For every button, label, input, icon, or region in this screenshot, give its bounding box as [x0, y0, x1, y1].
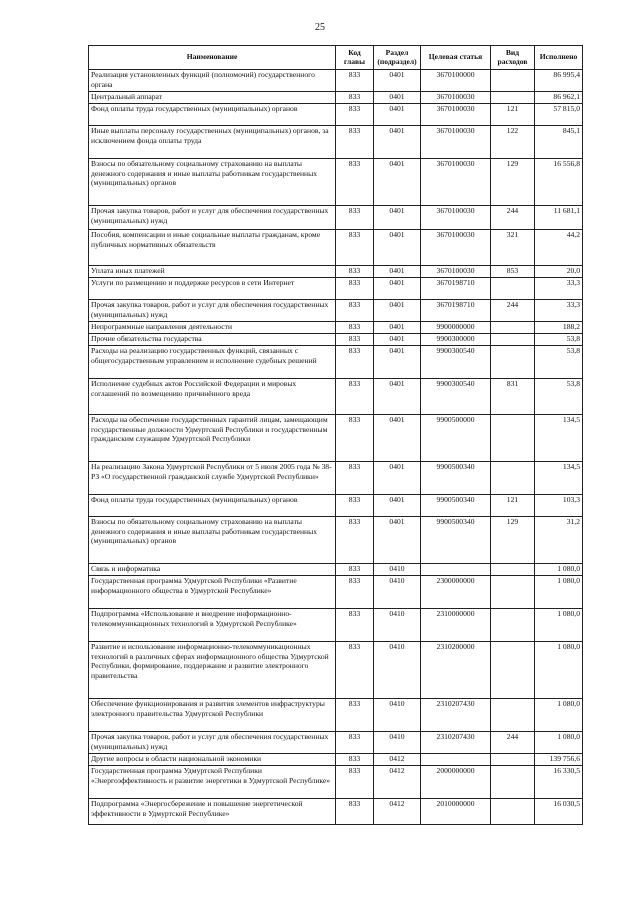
- row-target: 9900500340: [421, 495, 491, 517]
- table-row: [89, 334, 583, 346]
- row-target: 9900300540: [421, 379, 491, 415]
- row-name: На реализацию Закона Удмуртской Республики от 5 июля 2005 года № 38-РЗ «О государственной гражданской службе Удмуртской Республики»: [89, 462, 336, 495]
- table-row: [89, 230, 583, 266]
- row-code: 833: [336, 230, 374, 266]
- table-row: [89, 495, 583, 517]
- row-code: 833: [336, 609, 374, 642]
- row-kind: 831: [491, 379, 535, 415]
- row-kind: [491, 609, 535, 642]
- table-row: [89, 799, 583, 825]
- row-section: 0401: [374, 300, 421, 322]
- row-section: 0401: [374, 462, 421, 495]
- row-target: 9900300000: [421, 334, 491, 346]
- table-row: [89, 699, 583, 732]
- row-target: [421, 754, 491, 766]
- row-name: Расходы на обеспечение государственных гарантий лицам, замещающим государственные должности Удмуртской Республики и государственным гражданским служащим Удмуртской Республики: [89, 415, 336, 462]
- row-kind: [491, 766, 535, 799]
- table-row: [89, 278, 583, 300]
- row-executed: 86 995,4: [535, 70, 583, 92]
- row-kind: 244: [491, 206, 535, 230]
- row-name: Центральный аппарат: [89, 92, 336, 104]
- row-code: 833: [336, 564, 374, 576]
- row-executed: 16 030,5: [535, 799, 583, 825]
- row-section: 0401: [374, 230, 421, 266]
- row-section: 0401: [374, 70, 421, 92]
- row-code: 833: [336, 754, 374, 766]
- table-row: [89, 462, 583, 495]
- row-kind: [491, 799, 535, 825]
- row-section: 0401: [374, 322, 421, 334]
- table-row: [89, 300, 583, 322]
- row-executed: 1 080,0: [535, 564, 583, 576]
- row-executed: 86 962,1: [535, 92, 583, 104]
- row-name: Непрограммные направления деятельности: [89, 322, 336, 334]
- row-name: Развитие и использование информационно-телекоммуникационных технологий в различных сферах информационного общества Удмуртской Республики, формирование, поддержание и развитие электронного правительства: [89, 642, 336, 699]
- row-executed: 134,5: [535, 462, 583, 495]
- table-row: [89, 415, 583, 462]
- table-row: [89, 104, 583, 126]
- row-target: [421, 564, 491, 576]
- row-executed: 134,5: [535, 415, 583, 462]
- table-row: [89, 732, 583, 754]
- row-code: 833: [336, 766, 374, 799]
- row-code: 833: [336, 334, 374, 346]
- table-row: [89, 576, 583, 609]
- row-executed: 1 080,0: [535, 576, 583, 609]
- row-section: 0410: [374, 642, 421, 699]
- row-name: Исполнение судебных актов Российской Федерации и мировых соглашений по возмещению причинённого вреда: [89, 379, 336, 415]
- row-code: 833: [336, 322, 374, 334]
- row-executed: 53,8: [535, 379, 583, 415]
- row-kind: [491, 415, 535, 462]
- row-code: 833: [336, 699, 374, 732]
- row-kind: [491, 754, 535, 766]
- row-kind: [491, 334, 535, 346]
- row-target: 2310207430: [421, 699, 491, 732]
- row-section: 0401: [374, 415, 421, 462]
- row-code: 833: [336, 104, 374, 126]
- row-section: 0410: [374, 564, 421, 576]
- page-number: 25: [315, 22, 325, 33]
- row-section: 0410: [374, 699, 421, 732]
- table-row: [89, 159, 583, 206]
- header-kind: Вид расходов: [491, 46, 535, 70]
- row-kind: 129: [491, 159, 535, 206]
- row-kind: [491, 278, 535, 300]
- row-executed: 1 080,0: [535, 609, 583, 642]
- row-target: 2000000000: [421, 766, 491, 799]
- row-code: 833: [336, 266, 374, 278]
- row-section: 0410: [374, 609, 421, 642]
- row-target: 9900500340: [421, 517, 491, 564]
- table-row: [89, 346, 583, 379]
- row-section: 0401: [374, 517, 421, 564]
- row-executed: 103,3: [535, 495, 583, 517]
- table-header: [89, 46, 583, 70]
- row-name: Другие вопросы в области национальной экономики: [89, 754, 336, 766]
- row-executed: 20,0: [535, 266, 583, 278]
- row-target: 3670100030: [421, 92, 491, 104]
- row-executed: 845,1: [535, 126, 583, 159]
- header-target: Целевая статья: [421, 46, 491, 70]
- row-executed: 33,3: [535, 300, 583, 322]
- row-code: 833: [336, 517, 374, 564]
- budget-table: [88, 45, 583, 825]
- row-executed: 1 080,0: [535, 699, 583, 732]
- row-target: 3670198710: [421, 278, 491, 300]
- row-target: 2310207430: [421, 732, 491, 754]
- row-target: 3670100030: [421, 206, 491, 230]
- row-name: Расходы на реализацию государственных функций, связанных с общегосударственным управлением и исполнение судебных решений: [89, 346, 336, 379]
- row-section: 0401: [374, 379, 421, 415]
- row-section: 0401: [374, 346, 421, 379]
- row-target: 2300000000: [421, 576, 491, 609]
- row-name: Уплата иных платежей: [89, 266, 336, 278]
- row-kind: 121: [491, 104, 535, 126]
- row-code: 833: [336, 278, 374, 300]
- row-code: 833: [336, 576, 374, 609]
- row-section: 0412: [374, 766, 421, 799]
- row-kind: 121: [491, 495, 535, 517]
- row-executed: 188,2: [535, 322, 583, 334]
- row-name: Государственная программа Удмуртской Республики «Энергоэффективность и развитие энергетики в Удмуртской Республике»: [89, 766, 336, 799]
- table-row: [89, 206, 583, 230]
- row-code: 833: [336, 159, 374, 206]
- row-kind: 321: [491, 230, 535, 266]
- row-code: 833: [336, 206, 374, 230]
- row-code: 833: [336, 346, 374, 379]
- row-name: Реализация установленных функций (полномочий) государственного органа: [89, 70, 336, 92]
- row-target: 3670100030: [421, 104, 491, 126]
- row-kind: [491, 92, 535, 104]
- row-kind: [491, 699, 535, 732]
- row-name: Услуги по размещению и поддержке ресурсов в сети Интернет: [89, 278, 336, 300]
- row-target: 3670198710: [421, 300, 491, 322]
- row-executed: 16 556,8: [535, 159, 583, 206]
- row-name: Взносы по обязательному социальному страхованию на выплаты денежного содержания и иные выплаты работникам государственных (муниципальных) органов: [89, 517, 336, 564]
- row-name: Прочая закупка товаров, работ и услуг для обеспечения государственных (муниципальных) нужд: [89, 300, 336, 322]
- row-name: Фонд оплаты труда государственных (муниципальных) органов: [89, 495, 336, 517]
- row-section: 0401: [374, 159, 421, 206]
- row-kind: 244: [491, 300, 535, 322]
- header-executed: Исполнено: [535, 46, 583, 70]
- row-executed: 33,3: [535, 278, 583, 300]
- row-name: Иные выплаты персоналу государственных (муниципальных) органов, за исключением фонда оплаты труда: [89, 126, 336, 159]
- row-name: Фонд оплаты труда государственных (муниципальных) органов: [89, 104, 336, 126]
- row-executed: 31,2: [535, 517, 583, 564]
- row-name: Подпрограмма «Использование и внедрение информационно-телекоммуникационных технологий в Удмуртской Республике»: [89, 609, 336, 642]
- row-code: 833: [336, 799, 374, 825]
- row-code: 833: [336, 126, 374, 159]
- row-code: 833: [336, 415, 374, 462]
- row-name: Обеспечение функционирования и развития элементов инфраструктуры электронного правительства Удмуртской Республики: [89, 699, 336, 732]
- header-code: Код главы: [336, 46, 374, 70]
- row-name: Государственная программа Удмуртской Республики «Развитие информационного общества в Удмуртской Республике»: [89, 576, 336, 609]
- row-section: 0401: [374, 278, 421, 300]
- row-section: 0412: [374, 754, 421, 766]
- row-code: 833: [336, 495, 374, 517]
- table-row: [89, 70, 583, 92]
- table-row: [89, 517, 583, 564]
- row-name: Прочие обязательства государства: [89, 334, 336, 346]
- row-executed: 139 756,6: [535, 754, 583, 766]
- row-name: Связь и информатика: [89, 564, 336, 576]
- row-target: 3670100030: [421, 126, 491, 159]
- row-target: 3670100000: [421, 70, 491, 92]
- row-executed: 53,8: [535, 346, 583, 379]
- row-name: Прочая закупка товаров, работ и услуг для обеспечения государственных (муниципальных) нужд: [89, 732, 336, 754]
- row-kind: [491, 462, 535, 495]
- row-section: 0401: [374, 206, 421, 230]
- row-target: 9900300540: [421, 346, 491, 379]
- table-row: [89, 266, 583, 278]
- row-section: 0401: [374, 495, 421, 517]
- row-section: 0401: [374, 104, 421, 126]
- row-target: 3670100030: [421, 230, 491, 266]
- table-row: [89, 754, 583, 766]
- row-executed: 16 330,5: [535, 766, 583, 799]
- row-name: Подпрограмма «Энергосбережение и повышение энергетической эффективности в Удмуртской Республике»: [89, 799, 336, 825]
- row-target: 2010000000: [421, 799, 491, 825]
- row-kind: 129: [491, 517, 535, 564]
- table-row: [89, 766, 583, 799]
- row-target: 2310200000: [421, 642, 491, 699]
- row-executed: 44,2: [535, 230, 583, 266]
- row-kind: [491, 642, 535, 699]
- row-code: 833: [336, 379, 374, 415]
- row-executed: 1 080,0: [535, 642, 583, 699]
- row-executed: 53,8: [535, 334, 583, 346]
- table-body: [89, 70, 583, 825]
- row-target: 9900500340: [421, 462, 491, 495]
- row-name: Взносы по обязательному социальному страхованию на выплаты денежного содержания и иные выплаты работникам государственных (муниципальных) органов: [89, 159, 336, 206]
- row-kind: [491, 322, 535, 334]
- row-kind: 853: [491, 266, 535, 278]
- row-section: 0401: [374, 334, 421, 346]
- row-kind: [491, 564, 535, 576]
- row-target: 9900000000: [421, 322, 491, 334]
- row-executed: 1 080,0: [535, 732, 583, 754]
- row-kind: [491, 346, 535, 379]
- row-code: 833: [336, 70, 374, 92]
- row-executed: 11 681,1: [535, 206, 583, 230]
- row-section: 0412: [374, 799, 421, 825]
- row-name: Пособия, компенсации и иные социальные выплаты гражданам, кроме публичных нормативных обязательств: [89, 230, 336, 266]
- row-executed: 57 815,0: [535, 104, 583, 126]
- row-kind: 244: [491, 732, 535, 754]
- table-row: [89, 126, 583, 159]
- header-name: Наименование: [89, 46, 336, 70]
- row-code: 833: [336, 642, 374, 699]
- row-section: 0410: [374, 732, 421, 754]
- table-row: [89, 642, 583, 699]
- table-row: [89, 379, 583, 415]
- table-row: [89, 92, 583, 104]
- row-section: 0410: [374, 576, 421, 609]
- row-section: 0401: [374, 92, 421, 104]
- row-kind: [491, 70, 535, 92]
- row-target: 2310000000: [421, 609, 491, 642]
- table-row: [89, 322, 583, 334]
- row-name: Прочая закупка товаров, работ и услуг для обеспечения государственных (муниципальных) нужд: [89, 206, 336, 230]
- row-target: 3670100030: [421, 266, 491, 278]
- row-target: 9900500000: [421, 415, 491, 462]
- row-kind: [491, 576, 535, 609]
- row-code: 833: [336, 92, 374, 104]
- row-code: 833: [336, 300, 374, 322]
- row-code: 833: [336, 462, 374, 495]
- row-section: 0401: [374, 126, 421, 159]
- row-kind: 122: [491, 126, 535, 159]
- table-row: [89, 609, 583, 642]
- row-code: 833: [336, 732, 374, 754]
- table-row: [89, 564, 583, 576]
- row-section: 0401: [374, 266, 421, 278]
- header-section: Раздел (подраздел): [374, 46, 421, 70]
- row-target: 3670100030: [421, 159, 491, 206]
